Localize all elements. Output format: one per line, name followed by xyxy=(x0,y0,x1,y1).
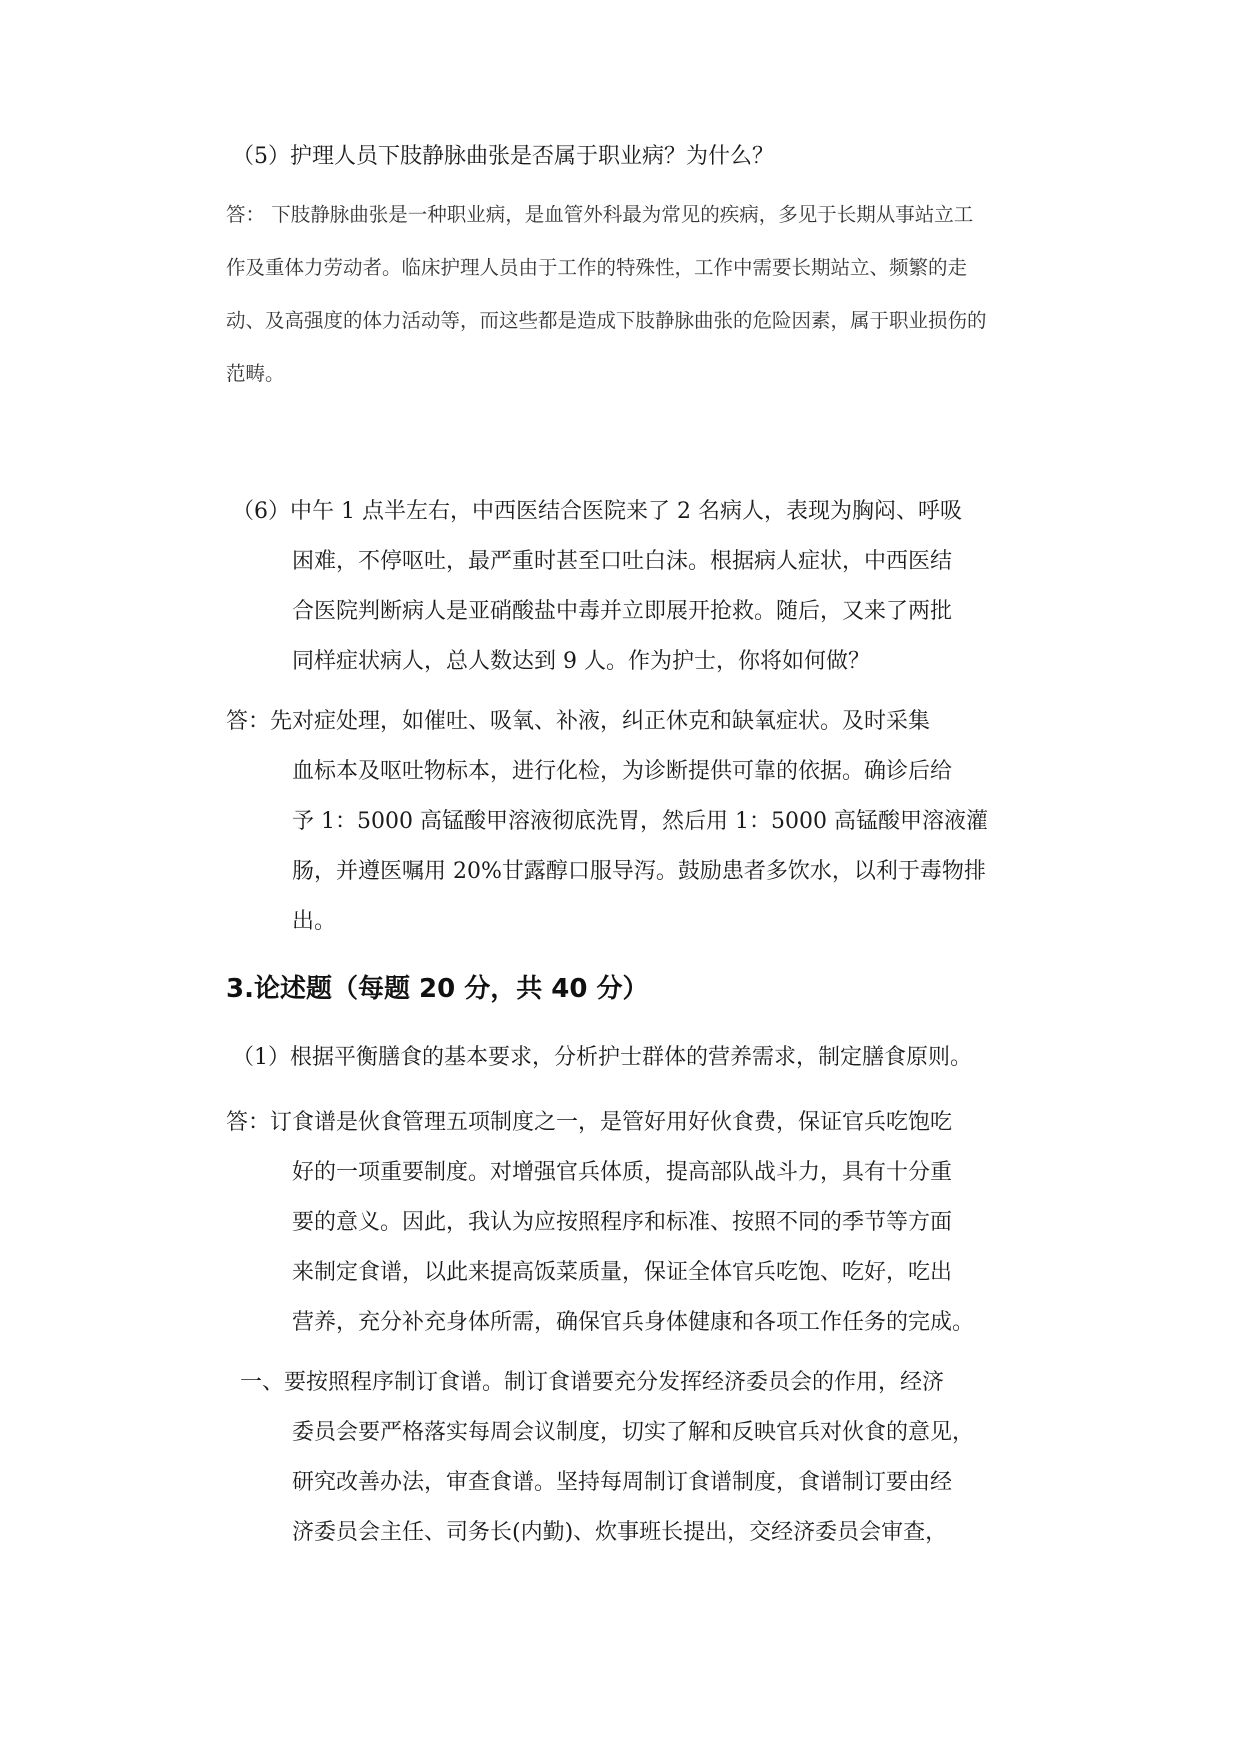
q6-question-line-2: 困难，不停呕吐，最严重时甚至口吐白沫。根据病人症状，中西医结 xyxy=(292,549,953,574)
q6-answer-line-3: 予 1：5000 高锰酸甲溶液彻底洗胃，然后用 1：5000 高锰酸甲溶液灌 xyxy=(292,809,988,834)
s3-q1-answer-line-2: 好的一项重要制度。对增强官兵体质，提高部队战斗力，具有十分重 xyxy=(292,1160,953,1185)
s3-q1-point1-line-4: 济委员会主任、司务长(内勤)、炊事班长提出，交经济委员会审查， xyxy=(292,1520,948,1545)
s3-q1-answer-line-4: 来制定食谱，以此来提高饭菜质量，保证全体官兵吃饱、吃好，吃出 xyxy=(292,1260,953,1285)
q6-answer-line-4: 肠，并遵医嘱用 20%甘露醇口服导泻。鼓励患者多饮水，以利于毒物排 xyxy=(292,859,986,884)
q6-question-line-3: 合医院判断病人是亚硝酸盐中毒并立即展开抢救。随后，又来了两批 xyxy=(292,599,953,624)
s3-q1-answer-line-3: 要的意义。因此，我认为应按照程序和标准、按照不同的季节等方面 xyxy=(292,1210,953,1235)
q5-answer-line-4: 范畴。 xyxy=(226,362,285,385)
s3-q1-answer-line-1: 答：订食谱是伙食管理五项制度之一，是管好用好伙食费，保证官兵吃饱吃 xyxy=(226,1110,953,1135)
s3-q1-point1-line-2: 委员会要严格落实每周会议制度，切实了解和反映官兵对伙食的意见， xyxy=(292,1420,975,1445)
q5-answer-line-1: 答： 下肢静脉曲张是一种职业病，是血管外科最为常见的疾病，多见于长期从事站立工 xyxy=(226,203,974,226)
q6-answer-line-5: 出。 xyxy=(292,909,337,934)
s3-q1-point1-line-3: 研究改善办法，审查食谱。坚持每周制订食谱制度，食谱制订要由经 xyxy=(292,1470,953,1495)
q5-question: （5）护理人员下肢静脉曲张是否属于职业病？为什么？ xyxy=(232,144,774,169)
s3-q1-answer-line-5: 营养，充分补充身体所需，确保官兵身体健康和各项工作任务的完成。 xyxy=(292,1310,975,1335)
s3-q1-point1-line-1: 一、要按照程序制订食谱。制订食谱要充分发挥经济委员会的作用，经济 xyxy=(240,1370,945,1395)
section3-heading: 3.论述题（每题 20 分，共 40 分） xyxy=(226,974,649,1004)
q5-answer-line-2: 作及重体力劳动者。临床护理人员由于工作的特殊性，工作中需要长期站立、频繁的走 xyxy=(226,256,968,279)
q6-question-line-1: （6）中午 1 点半左右，中西医结合医院来了 2 名病人，表现为胸闷、呼吸 xyxy=(232,499,962,524)
q5-answer-line-3: 动、及高强度的体力活动等，而这些都是造成下肢静脉曲张的危险因素，属于职业损伤的 xyxy=(226,309,987,332)
q6-question-line-4: 同样症状病人，总人数达到 9 人。作为护士，你将如何做？ xyxy=(292,649,870,674)
s3-q1-question: （1）根据平衡膳食的基本要求，分析护士群体的营养需求，制定膳食原则。 xyxy=(232,1045,972,1070)
q6-answer-line-1: 答：先对症处理，如催吐、吸氧、补液，纠正休克和缺氧症状。及时采集 xyxy=(226,709,931,734)
q6-answer-line-2: 血标本及呕吐物标本，进行化检，为诊断提供可靠的依据。确诊后给 xyxy=(292,759,953,784)
